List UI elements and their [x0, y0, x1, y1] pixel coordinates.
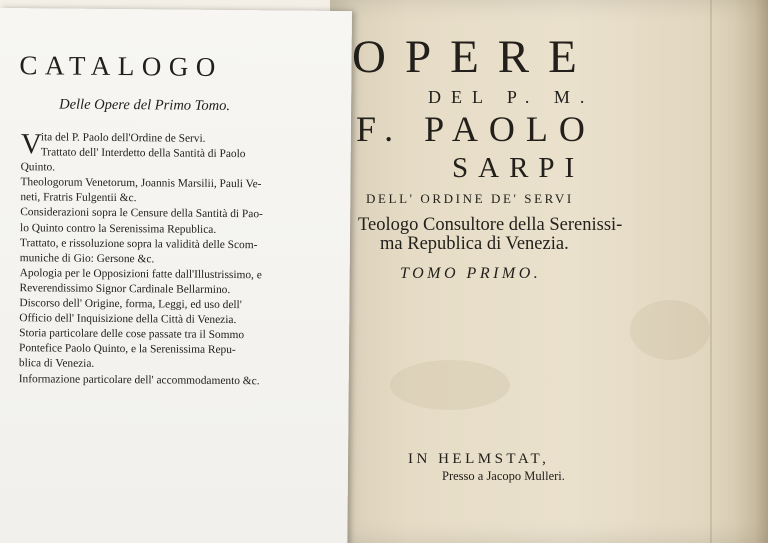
catalog-line: Considerazioni sopra le Censure della Santità di Pao-: [20, 206, 263, 221]
catalog-line: Apologia per le Opposizioni fatte dall'Illustrissimo, e: [19, 267, 262, 282]
catalog-title: CATALOGO: [19, 50, 223, 82]
catalog-line: Officio dell' Inquisizione della Città di Venezia.: [19, 312, 237, 327]
catalog-line: neti, Fratris Fulgentii &c.: [20, 191, 137, 205]
catalog-line: Theologorum Venetorum, Joannis Marsilii, Pauli Ve-: [20, 176, 262, 191]
title-tomo-primo: TOMO PRIMO.: [400, 265, 542, 282]
title-opere: OPERE: [352, 31, 596, 83]
catalog-entries: [19, 130, 339, 389]
page-edge: [734, 0, 768, 543]
drop-cap: V: [20, 128, 42, 161]
title-del-pm: DEL P. M.: [428, 87, 595, 107]
catalog-page: [0, 8, 352, 543]
title-teologo-line1: Teologo Consultore della Serenissi-: [358, 215, 623, 235]
title-sarpi: SARPI: [452, 152, 585, 184]
title-f-paolo: F. PAOLO: [356, 109, 596, 149]
page-fold: [710, 0, 712, 543]
imprint-printer: Presso a Jacopo Mulleri.: [442, 469, 565, 483]
catalog-line: muniche di Gio: Gersone &c.: [19, 251, 155, 266]
catalog-line: Storia particolare delle cose passate tra il Sommo: [19, 327, 245, 342]
title-teologo-line2: ma Republica di Venezia.: [380, 234, 569, 254]
title-ordine: DELL' ORDINE DE' SERVI: [366, 191, 574, 206]
paper-stain: [390, 360, 510, 410]
imprint-place: IN HELMSTAT,: [408, 451, 550, 467]
paper-stain: [630, 300, 710, 360]
catalog-line: Trattato, e rissoluzione sopra la validità delle Scom-: [19, 236, 258, 251]
catalog-line: Discorso dell' Origine, forma, Leggi, ed uso dell': [19, 297, 242, 312]
catalog-line: Reverendissimo Signor Cardinale Bellarmino.: [19, 282, 231, 296]
catalog-line: Quinto.: [20, 161, 56, 174]
catalog-line: ita del P. Paolo dell'Ordine de Servi.: [40, 131, 206, 145]
catalog-line: Pontefice Paolo Quinto, e la Serenissima Repu-: [18, 342, 236, 357]
catalog-line: Informazione particolare dell' accommodamento &c.: [18, 372, 260, 387]
catalog-line: Trattato dell' Interdetto della Santità di Paolo: [40, 146, 246, 161]
catalog-subtitle: Delle Opere del Primo Tomo.: [59, 96, 231, 115]
catalog-line: lo Quinto contro la Serenissima Republica.: [20, 221, 217, 236]
catalog-line: blica di Venezia.: [18, 357, 95, 371]
